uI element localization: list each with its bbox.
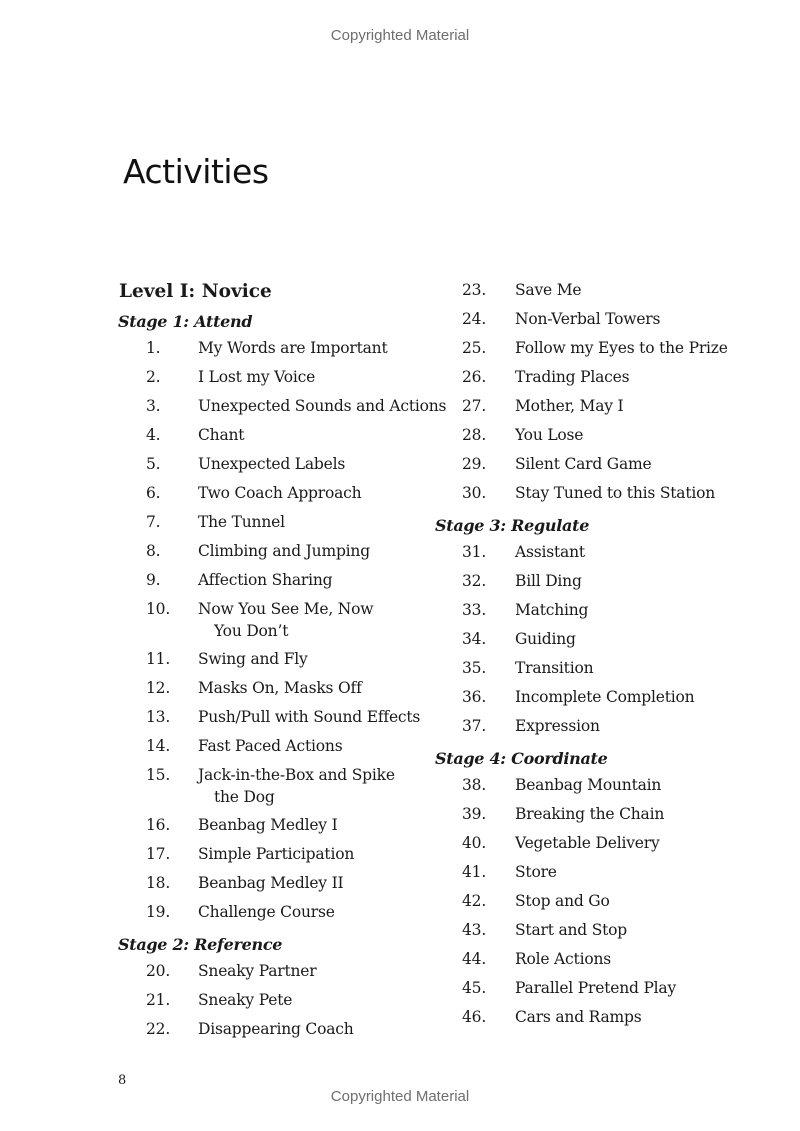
activity-title [198, 649, 439, 678]
activity-item [436, 396, 766, 425]
activity-item [436, 629, 766, 658]
activity-title-text: Incomplete Completion [515, 688, 695, 706]
activity-item [436, 454, 766, 483]
activity-title-text: Silent Card Game [515, 455, 652, 473]
activity-title [515, 454, 766, 483]
activity-item [436, 658, 766, 687]
activity-item [119, 990, 439, 1019]
activity-title-text: Stop and Go [515, 892, 610, 910]
activity-item [119, 570, 439, 599]
activity-title-text: Masks On, Masks Off [198, 679, 362, 697]
activity-title [515, 804, 766, 833]
activity-number: 46. [462, 1008, 487, 1026]
activity-number: 33. [462, 601, 487, 619]
activity-title [515, 949, 766, 978]
activity-title [198, 961, 439, 990]
activity-title [515, 658, 766, 687]
activity-number: 36. [462, 688, 487, 706]
activity-title-text: Expression [515, 717, 600, 735]
activity-title-text: Challenge Course [198, 903, 335, 921]
activity-item [436, 716, 766, 745]
activity-item [436, 600, 766, 629]
activity-title-text: Beanbag Medley I [198, 816, 338, 834]
stage-list-attend [119, 338, 447, 931]
activity-title-text: Assistant [515, 543, 585, 561]
activity-title-text: Chant [198, 426, 245, 444]
activity-number: 44. [462, 950, 487, 968]
activity-title [198, 844, 439, 873]
activity-title-text: I Lost my Voice [198, 368, 316, 386]
activity-item [119, 1019, 439, 1048]
activity-title-text: Beanbag Mountain [515, 776, 662, 794]
activity-title [198, 425, 439, 454]
activity-title-text: Jack-in-the-Box and Spike [198, 766, 395, 784]
activity-title-text: Simple Participation [198, 845, 355, 863]
stage-heading-attend: Stage 1: Attend [118, 312, 253, 331]
activity-number: 43. [462, 921, 487, 939]
activity-title-text: Parallel Pretend Play [515, 979, 677, 997]
activity-title [515, 396, 766, 425]
activity-title-text: Stay Tuned to this Station [515, 484, 716, 502]
activity-title-text: Store [515, 863, 557, 881]
stage-heading-coordinate: Stage 4: Coordinate [435, 749, 608, 768]
activity-title-text: Affection Sharing [198, 571, 333, 589]
activity-number: 4. [146, 426, 161, 444]
activity-item [119, 736, 439, 765]
activity-title [198, 338, 439, 367]
activity-title [515, 687, 766, 716]
activity-number: 18. [146, 874, 171, 892]
activity-number: 40. [462, 834, 487, 852]
activity-item [119, 707, 439, 736]
activity-item [119, 541, 439, 570]
activity-item [119, 367, 439, 396]
activity-number: 20. [146, 962, 171, 980]
activity-title-text: Two Coach Approach [198, 484, 362, 502]
activity-item [436, 949, 766, 978]
activity-title-text: Mother, May I [515, 397, 624, 415]
activity-title [515, 338, 766, 367]
activity-number: 28. [462, 426, 487, 444]
activity-number: 13. [146, 708, 171, 726]
activity-title [198, 765, 439, 815]
activity-title [515, 775, 766, 804]
activity-title [198, 483, 439, 512]
activity-number: 45. [462, 979, 487, 997]
activity-number: 5. [146, 455, 161, 473]
activity-item [436, 920, 766, 949]
activity-title-text: Unexpected Labels [198, 455, 346, 473]
activity-title [198, 512, 439, 541]
activity-number: 12. [146, 679, 171, 697]
activity-title [515, 542, 766, 571]
activity-title-text: Bill Ding [515, 572, 582, 590]
activity-number: 26. [462, 368, 487, 386]
activity-title-text: Now You See Me, Now [198, 600, 374, 618]
activity-item [436, 862, 766, 891]
activity-item [436, 309, 766, 338]
activity-title [198, 367, 439, 396]
activity-title [198, 678, 439, 707]
activity-title-text: Unexpected Sounds and Actions [198, 397, 447, 415]
activity-title [515, 978, 766, 1007]
activity-title-text: Non-Verbal Towers [515, 310, 661, 328]
activity-number: 38. [462, 776, 487, 794]
activity-number: 14. [146, 737, 171, 755]
activity-number: 39. [462, 805, 487, 823]
activity-item [436, 280, 766, 309]
activity-title-text: Beanbag Medley II [198, 874, 344, 892]
activity-item [119, 396, 447, 425]
activity-title-text: Sneaky Partner [198, 962, 317, 980]
activity-number: 22. [146, 1020, 171, 1038]
activity-item [436, 542, 766, 571]
activity-item [119, 765, 439, 815]
activity-title-text: Matching [515, 601, 589, 619]
activity-number: 23. [462, 281, 487, 299]
activity-title-text: Guiding [515, 630, 576, 648]
activity-title [198, 990, 439, 1019]
activity-title [198, 736, 439, 765]
activity-item [436, 687, 766, 716]
activity-number: 7. [146, 513, 161, 531]
activity-item [436, 804, 766, 833]
stage-list-regulate [436, 542, 766, 745]
activity-title [515, 600, 766, 629]
activity-title-text: Trading Places [515, 368, 630, 386]
activity-number: 19. [146, 903, 171, 921]
activity-item [436, 891, 766, 920]
activity-title [515, 280, 766, 309]
activity-title [515, 425, 766, 454]
activity-title-text: My Words are Important [198, 339, 388, 357]
activity-title-text: Vegetable Delivery [515, 834, 660, 852]
activity-title-text: Breaking the Chain [515, 805, 665, 823]
activity-number: 2. [146, 368, 161, 386]
activity-title [198, 454, 439, 483]
activity-item [436, 338, 766, 367]
activity-title [515, 1007, 766, 1036]
activity-item [119, 961, 439, 990]
activity-item [436, 571, 766, 600]
activity-title [198, 873, 439, 902]
stage-list-reference [119, 961, 439, 1048]
activity-item [436, 425, 766, 454]
activity-item [436, 833, 766, 862]
activity-title [198, 1019, 439, 1048]
copyright-header: Copyrighted Material [330, 27, 470, 44]
activity-item [119, 338, 439, 367]
activity-item [119, 678, 439, 707]
activity-number: 15. [146, 766, 171, 784]
activity-item [436, 978, 766, 1007]
activity-number: 11. [146, 650, 171, 668]
activity-title-text: Transition [515, 659, 594, 677]
activity-number: 32. [462, 572, 487, 590]
activity-title-text: You Lose [515, 426, 584, 444]
activity-item [119, 873, 439, 902]
activity-number: 35. [462, 659, 487, 677]
activity-title-text: Climbing and Jumping [198, 542, 370, 560]
activity-item [119, 599, 439, 649]
activity-title [198, 396, 446, 425]
activity-title-text: Start and Stop [515, 921, 628, 939]
activity-number: 27. [462, 397, 487, 415]
activity-item [119, 844, 439, 873]
stage-list-coordinate [436, 775, 766, 1036]
activity-item [119, 454, 439, 483]
activity-title [515, 862, 766, 891]
activity-item [436, 483, 766, 512]
activity-number: 24. [462, 310, 487, 328]
activity-title-text: Role Actions [515, 950, 611, 968]
activity-title [515, 367, 766, 396]
activity-item [119, 483, 439, 512]
activity-title-text: Cars and Ramps [515, 1008, 642, 1026]
copyright-footer: Copyrighted Material [330, 1088, 470, 1105]
activity-number: 42. [462, 892, 487, 910]
activity-title [198, 570, 439, 599]
activity-number: 37. [462, 717, 487, 735]
activity-item [119, 649, 439, 678]
activity-title-text: Fast Paced Actions [198, 737, 343, 755]
activity-number: 21. [146, 991, 171, 1009]
stage-heading-regulate: Stage 3: Regulate [435, 516, 590, 535]
activity-item [436, 1007, 766, 1036]
activity-number: 17. [146, 845, 171, 863]
activity-title [515, 483, 766, 512]
activity-title [198, 707, 439, 736]
activity-number: 8. [146, 542, 161, 560]
activity-title-text: Sneaky Pete [198, 991, 293, 1009]
activity-number: 16. [146, 816, 171, 834]
activity-item [436, 367, 766, 396]
activity-title [515, 716, 766, 745]
activity-title-continuation: the Dog [214, 787, 275, 806]
activity-item [119, 902, 439, 931]
activity-number: 25. [462, 339, 487, 357]
activity-number: 41. [462, 863, 487, 881]
activity-number: 6. [146, 484, 161, 502]
activity-title [515, 833, 766, 862]
right-column [436, 280, 766, 1036]
activity-title [198, 815, 439, 844]
activity-title [515, 571, 766, 600]
activity-title-text: Save Me [515, 281, 582, 299]
activity-title [198, 599, 439, 649]
left-column [118, 280, 447, 1048]
activity-number: 30. [462, 484, 487, 502]
activity-title [198, 902, 439, 931]
page-number: 8 [118, 1073, 127, 1088]
stage-list-reference-continued [436, 280, 766, 512]
activity-title-text: Push/Pull with Sound Effects [198, 708, 421, 726]
activity-number: 10. [146, 600, 171, 618]
activity-number: 34. [462, 630, 487, 648]
activity-title-text: Disappearing Coach [198, 1020, 354, 1038]
activity-title [198, 541, 439, 570]
activity-item [119, 815, 439, 844]
activity-title [515, 891, 766, 920]
activity-title [515, 629, 766, 658]
activity-number: 9. [146, 571, 161, 589]
level-heading: Level I: Novice [119, 281, 272, 302]
activity-title-text: The Tunnel [198, 513, 285, 531]
activity-item [119, 512, 439, 541]
activity-title-text: Follow my Eyes to the Prize [515, 339, 728, 357]
activity-title [515, 920, 766, 949]
stage-heading-reference: Stage 2: Reference [118, 935, 283, 954]
activity-title-text: Swing and Fly [198, 650, 308, 668]
page-title: Activities [123, 152, 269, 191]
activity-item [119, 425, 439, 454]
activity-title-continuation: You Don’t [214, 621, 289, 640]
activity-number: 3. [146, 397, 161, 415]
activity-item [436, 775, 766, 804]
activity-title [515, 309, 766, 338]
activity-number: 29. [462, 455, 487, 473]
activity-number: 31. [462, 543, 487, 561]
activity-number: 1. [146, 339, 161, 357]
